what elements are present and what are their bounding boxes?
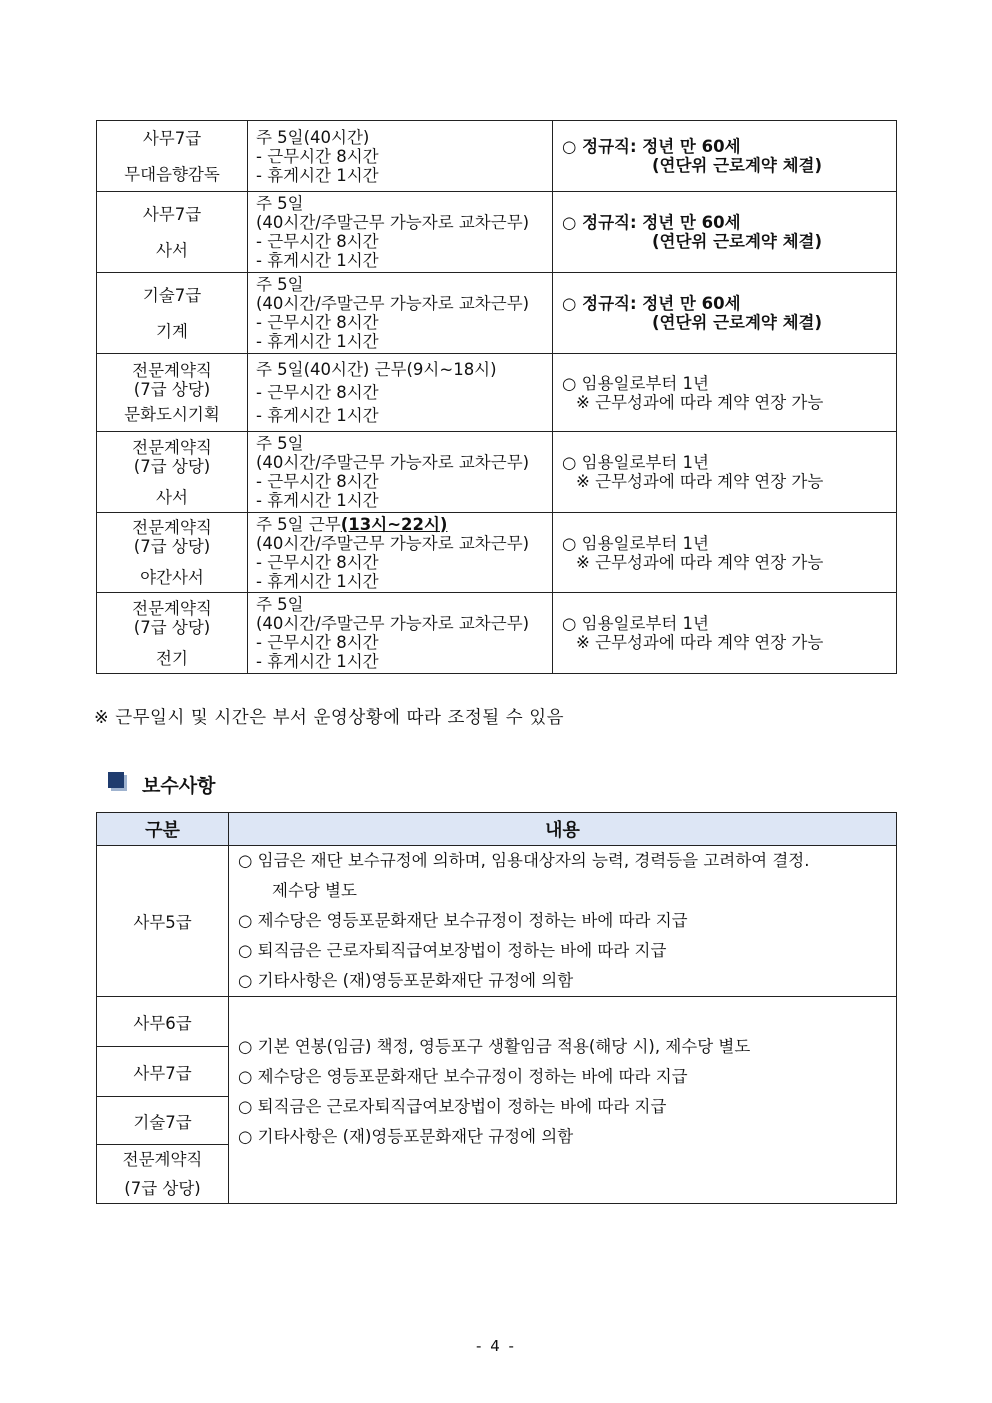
hours-line: - 휴게시간 1시간 (256, 332, 379, 351)
condition-detail: (연단위 근로계약 체결) (652, 232, 823, 251)
position-title: 기술7급 (142, 285, 202, 305)
position-cell (97, 192, 248, 273)
list-item: ○ 퇴직금은 근로자퇴직급여보장법이 정하는 바에 따라 지급 (238, 1097, 667, 1116)
condition-detail: ※ 근무성과에 따라 계약 연장 가능 (576, 472, 824, 491)
pay-table (96, 812, 897, 1204)
hours-line (256, 515, 552, 534)
hours-line: (40시간/주말근무 가능자로 교차근무) (256, 533, 530, 553)
position-grade: (7급 상당) (133, 380, 211, 399)
condition-label: ○ 임용일로부터 1년 (562, 453, 709, 472)
list-item: ○ 제수당은 영등포문화재단 보수규정이 정하는 바에 따라 지급 (238, 911, 688, 930)
position-grade: (7급 상당) (133, 456, 211, 476)
list-item: ○ 기본 연봉(임금) 책정, 영등포구 생활임금 적용(해당 시), 제수당 별도 (238, 1037, 751, 1056)
table-header-row (97, 813, 897, 846)
list-item: ○ 기타사항은 (재)영등포문화재단 규정에 의함 (238, 1127, 574, 1146)
table-row (97, 354, 897, 432)
hours-line: 주 5일 (256, 194, 304, 213)
position-title: 사무7급 (142, 128, 202, 148)
position-grade: (7급 상당) (133, 617, 211, 637)
list-item: ○ 제수당은 영등포문화재단 보수규정이 정하는 바에 따라 지급 (238, 1067, 688, 1086)
content-cell (229, 997, 897, 1204)
list-item: ○ 임금은 재단 보수규정에 의하며, 임용대상자의 능력, 경력등을 고려하여 결정. (238, 851, 810, 870)
position-cell (97, 273, 248, 354)
condition-label: ○ 정규직: 정년 만 60세 (562, 213, 741, 232)
position-grade: (7급 상당) (133, 537, 211, 556)
hours-line: - 근무시간 8시간 (256, 552, 379, 572)
category-cell: 사무5급 (97, 846, 229, 997)
table-row (97, 846, 897, 997)
hours-cell (248, 121, 553, 192)
condition-cell (553, 273, 897, 354)
hours-line: - 근무시간 8시간 (256, 633, 379, 652)
category-cell (97, 1145, 229, 1204)
hours-emphasis: (13시~22시) (340, 514, 448, 534)
category-line: (7급 상당) (124, 1179, 201, 1198)
hours-line: - 근무시간 8시간 (256, 472, 379, 491)
hours-line: (40시간/주말근무 가능자로 교차근무) (256, 453, 530, 472)
hours-line: - 휴게시간 1시간 (256, 165, 379, 185)
hours-line: (40시간/주말근무 가능자로 교차근무) (256, 614, 530, 633)
list-item: ○ 퇴직금은 근로자퇴직급여보장법이 정하는 바에 따라 지급 (238, 941, 667, 960)
category-line: 전문계약직 (122, 1150, 203, 1169)
hours-line: - 휴게시간 1시간 (256, 406, 379, 425)
hours-line: 주 5일 (256, 595, 304, 614)
hours-cell (248, 513, 553, 593)
position-field: 사서 (156, 240, 188, 260)
section-square-icon (108, 772, 128, 792)
position-cell (97, 593, 248, 674)
hours-cell (248, 192, 553, 273)
position-cell (97, 354, 248, 432)
table-row (97, 593, 897, 674)
content-cell (229, 846, 897, 997)
hours-line: - 근무시간 8시간 (256, 232, 379, 251)
position-field: 무대음향감독 (124, 164, 220, 184)
position-cell (97, 513, 248, 593)
hours-line: - 근무시간 8시간 (256, 313, 379, 332)
category-cell: 사무6급 (97, 997, 229, 1047)
hours-cell (248, 432, 553, 513)
table-row (97, 273, 897, 354)
position-title: 전문계약직 (132, 518, 212, 537)
hours-line: 주 5일(40시간) (256, 127, 370, 147)
list-item: 제수당 별도 (272, 881, 357, 900)
hours-line: - 휴게시간 1시간 (256, 652, 379, 671)
position-title: 전문계약직 (132, 361, 212, 380)
condition-label: ○ 임용일로부터 1년 (562, 533, 709, 553)
position-field: 야간사서 (140, 568, 204, 587)
condition-cell (553, 432, 897, 513)
hours-cell (248, 273, 553, 354)
table-row (97, 997, 897, 1047)
condition-label: ○ 임용일로부터 1년 (562, 614, 709, 633)
column-header: 내용 (229, 813, 897, 846)
hours-line: 주 5일 (256, 434, 304, 453)
hours-line: - 휴게시간 1시간 (256, 491, 379, 510)
condition-label: ○ 정규직: 정년 만 60세 (562, 294, 741, 313)
hours-line: 주 5일 (256, 275, 304, 294)
table-row (97, 192, 897, 273)
position-cell (97, 121, 248, 192)
position-title: 전문계약직 (132, 598, 212, 618)
condition-cell (553, 513, 897, 593)
position-field: 문화도시기획 (124, 405, 220, 424)
condition-detail: ※ 근무성과에 따라 계약 연장 가능 (576, 392, 824, 412)
condition-cell (553, 192, 897, 273)
work-schedule-table (96, 120, 897, 674)
category-cell: 기술7급 (97, 1097, 229, 1145)
table-row (97, 513, 897, 593)
condition-detail: (연단위 근로계약 체결) (652, 156, 823, 175)
position-title: 사무7급 (142, 204, 202, 224)
position-title: 전문계약직 (132, 437, 212, 457)
condition-detail: ※ 근무성과에 따라 계약 연장 가능 (576, 633, 824, 652)
condition-label: ○ 정규직: 정년 만 60세 (562, 137, 741, 156)
hours-cell (248, 593, 553, 674)
hours-line: 주 5일(40시간) 근무(9시~18시) (256, 360, 497, 379)
condition-cell (553, 593, 897, 674)
section-title: 보수사항 (142, 775, 216, 797)
hours-line: - 휴게시간 1시간 (256, 571, 379, 591)
hours-line: (40시간/주말근무 가능자로 교차근무) (256, 213, 530, 232)
table-row (97, 121, 897, 192)
condition-detail: ※ 근무성과에 따라 계약 연장 가능 (576, 552, 824, 572)
position-cell (97, 432, 248, 513)
hours-line: - 근무시간 8시간 (256, 146, 379, 166)
condition-label: ○ 임용일로부터 1년 (562, 373, 709, 393)
position-field: 사서 (156, 487, 188, 507)
position-field: 기계 (156, 321, 188, 341)
list-item: ○ 기타사항은 (재)영등포문화재단 규정에 의함 (238, 971, 574, 990)
schedule-footnote: ※ 근무일시 및 시간은 부서 운영상황에 따라 조정될 수 있음 (94, 708, 565, 728)
column-header: 구분 (97, 813, 229, 846)
hours-line: (40시간/주말근무 가능자로 교차근무) (256, 294, 530, 313)
category-cell: 사무7급 (97, 1047, 229, 1097)
hours-line: - 휴게시간 1시간 (256, 251, 379, 270)
page-number: - 4 - (476, 1337, 516, 1355)
condition-cell (553, 121, 897, 192)
condition-detail: (연단위 근로계약 체결) (652, 313, 823, 332)
table-row (97, 432, 897, 513)
hours-cell (248, 354, 553, 432)
hours-line: - 근무시간 8시간 (256, 383, 379, 402)
position-field: 전기 (156, 648, 188, 668)
hours-prefix: 주 5일 근무 (256, 514, 341, 534)
condition-cell (553, 354, 897, 432)
